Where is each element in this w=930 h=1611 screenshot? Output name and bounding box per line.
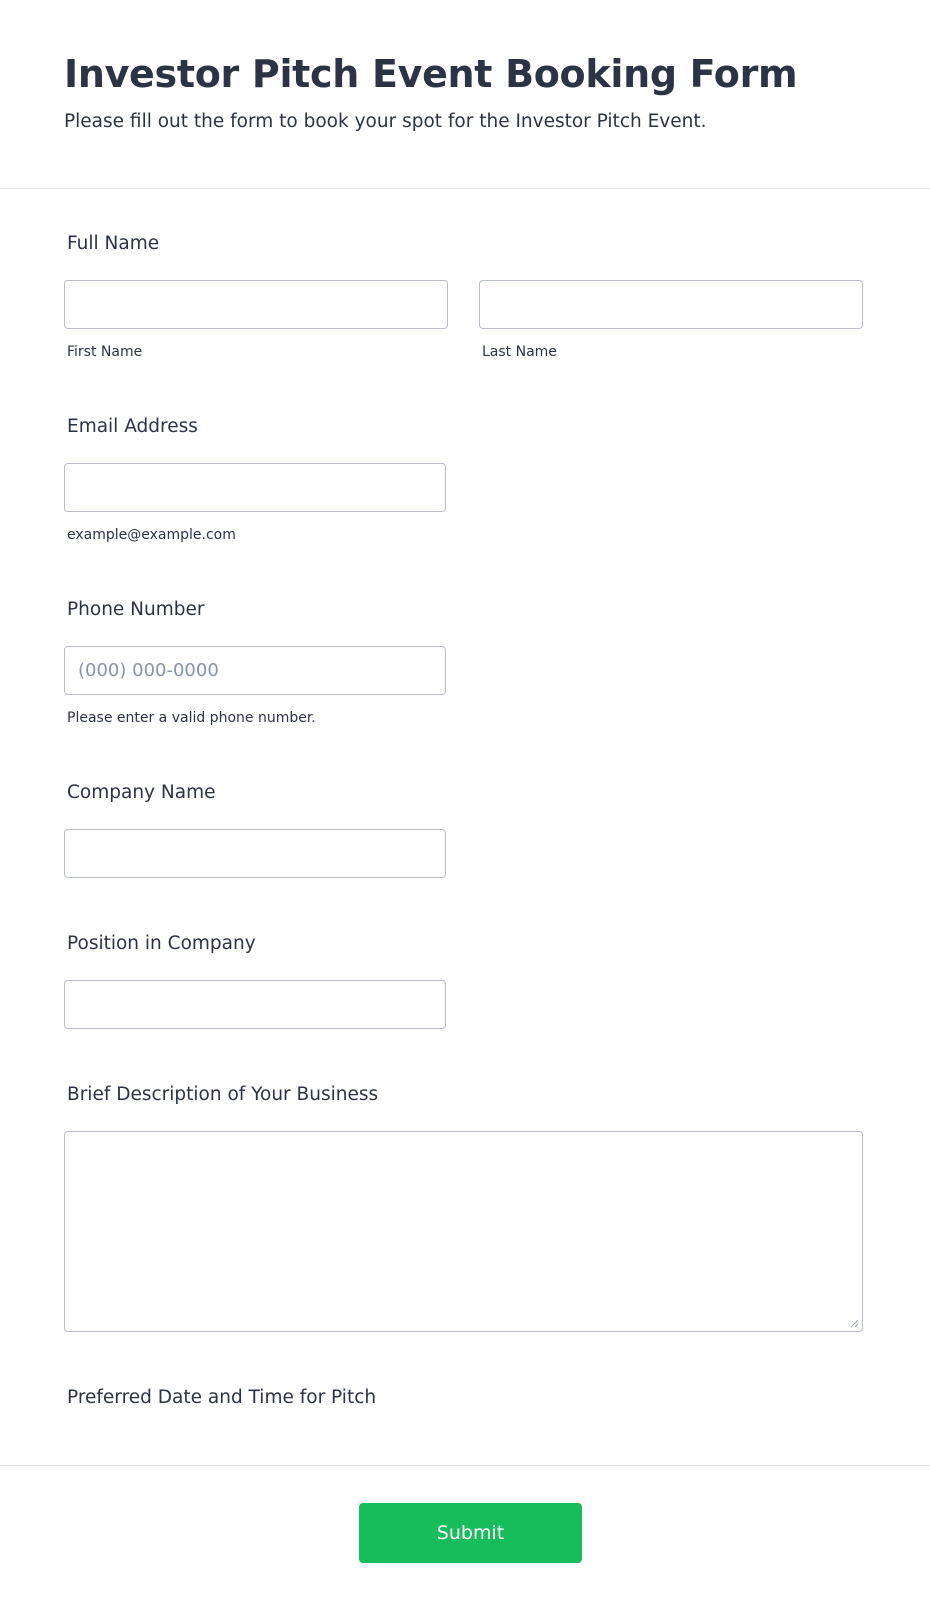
last-name-input[interactable] (479, 280, 863, 329)
description-label: Brief Description of Your Business (67, 1084, 379, 1105)
email-sublabel: example@example.com (67, 527, 236, 543)
form-subtitle: Please fill out the form to book your spot for the Investor Pitch Event. (64, 111, 707, 132)
preferred-datetime-label: Preferred Date and Time for Pitch (67, 1387, 377, 1408)
form-footer (0, 1465, 930, 1611)
email-label: Email Address (67, 416, 198, 437)
form-header (0, 0, 930, 189)
email-input[interactable] (64, 463, 446, 512)
first-name-sublabel: First Name (67, 344, 143, 360)
phone-label: Phone Number (67, 599, 205, 620)
submit-button[interactable]: Submit (359, 1503, 582, 1563)
position-label: Position in Company (67, 933, 256, 954)
phone-sublabel: Please enter a valid phone number. (67, 710, 316, 726)
last-name-sublabel: Last Name (482, 344, 557, 360)
company-label: Company Name (67, 782, 216, 803)
company-input[interactable] (64, 829, 446, 878)
full-name-label: Full Name (67, 233, 160, 254)
position-input[interactable] (64, 980, 446, 1029)
description-textarea[interactable] (64, 1131, 863, 1332)
resize-handle-icon[interactable] (849, 1318, 859, 1328)
first-name-input[interactable] (64, 280, 448, 329)
phone-input[interactable] (64, 646, 446, 695)
form-title: Investor Pitch Event Booking Form (64, 52, 798, 96)
